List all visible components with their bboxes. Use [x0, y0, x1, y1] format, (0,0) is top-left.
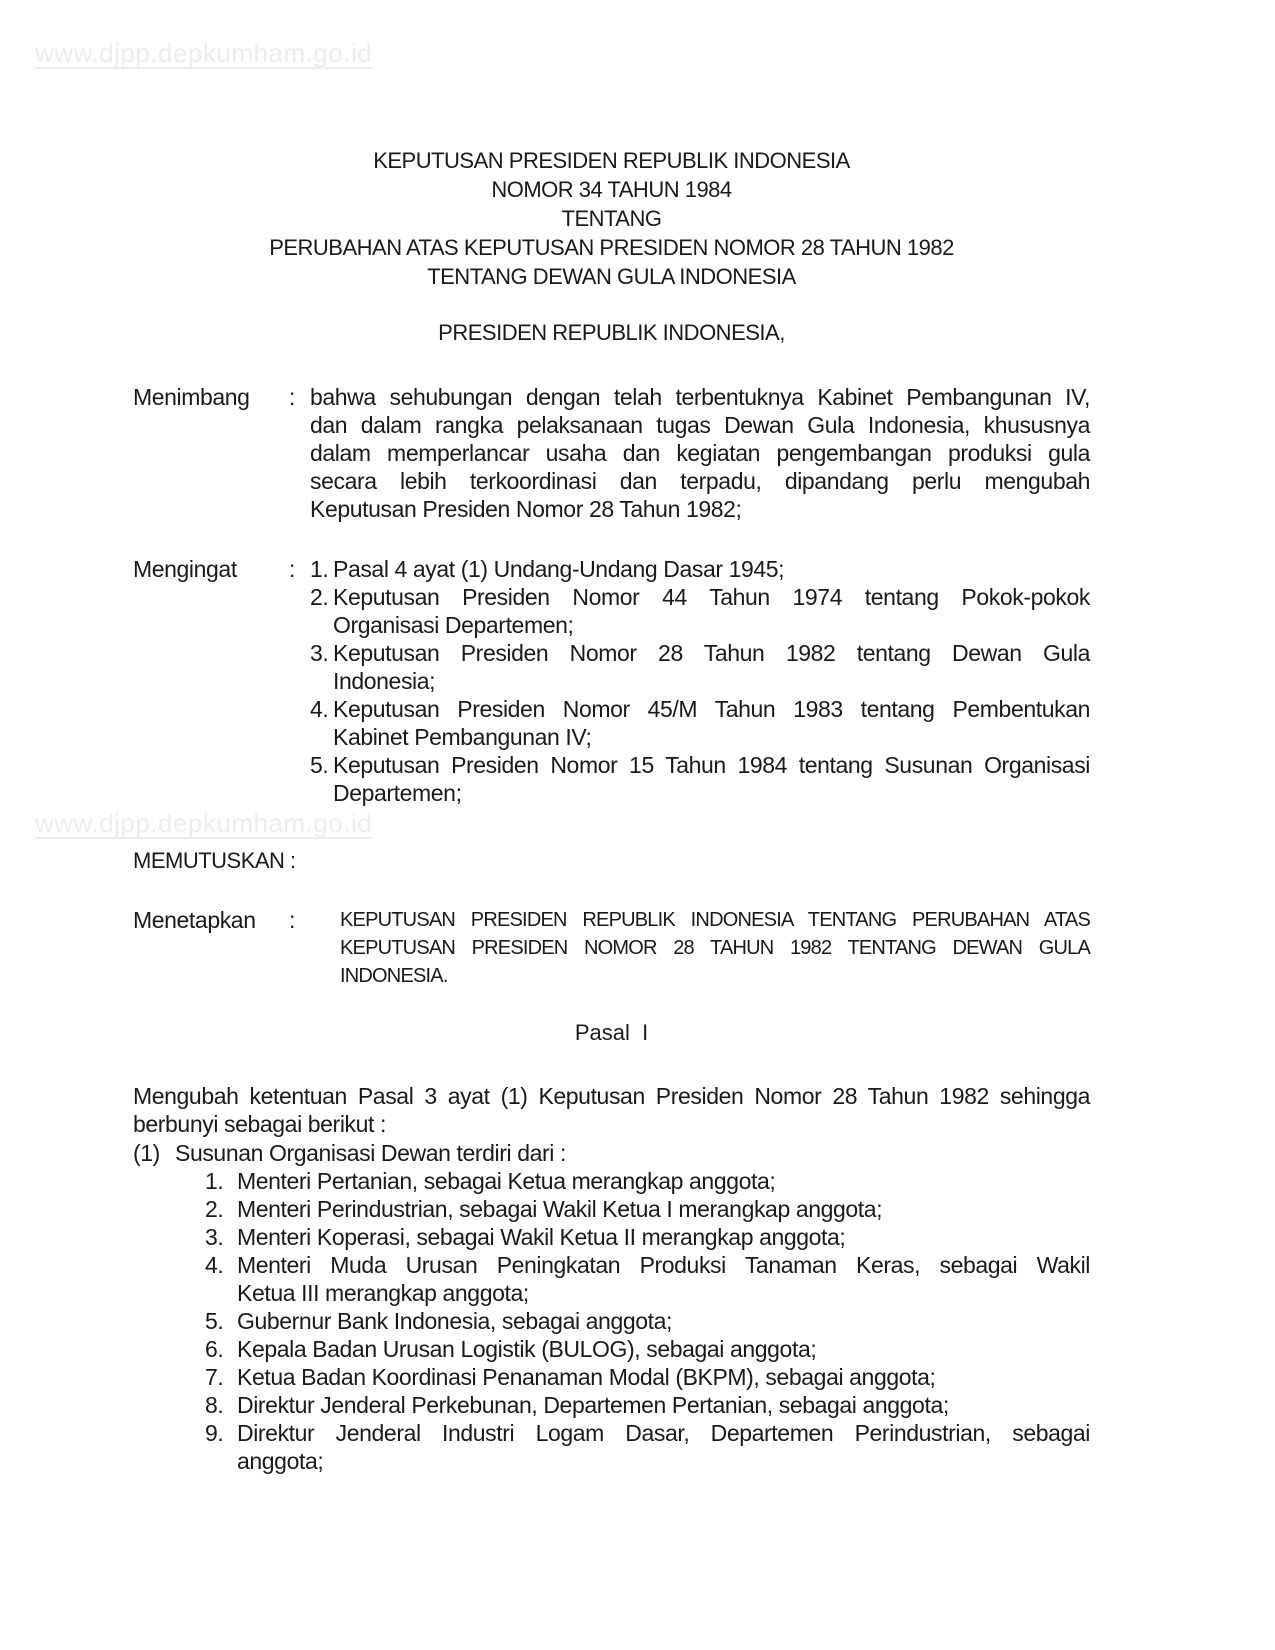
- item-number: 1.: [205, 1168, 224, 1194]
- text-line: Departemen;: [333, 780, 462, 806]
- mengingat-colon: :: [289, 556, 295, 582]
- text-line: Ketua III merangkap anggota;: [237, 1280, 529, 1306]
- item-number: 7.: [205, 1364, 224, 1390]
- item-number: 4.: [310, 696, 329, 722]
- text-line: Menteri Koperasi, sebagai Wakil Ketua II merangkap anggota;: [237, 1224, 846, 1250]
- menetapkan-text: [310, 906, 1090, 990]
- item-text: [333, 695, 1090, 751]
- item-number: 3.: [310, 640, 329, 666]
- list-item: [205, 1195, 1090, 1223]
- watermark-top: www.djpp.depkumham.go.id: [35, 38, 373, 68]
- text-line: Keputusan Presiden Nomor 28 Tahun 1982 tentang Dewan Gula: [333, 640, 1090, 666]
- item-text: [333, 555, 1090, 583]
- text-line: Direktur Jenderal Perkebunan, Departemen Pertanian, sebagai anggota;: [237, 1392, 949, 1418]
- list-item: [205, 1335, 1090, 1363]
- item-text: [237, 1251, 1090, 1307]
- text-line: TENTANG: [561, 206, 662, 231]
- text-line: Organisasi Departemen;: [333, 612, 574, 638]
- item-number: 3.: [205, 1224, 224, 1250]
- mengingat-section: [133, 555, 1090, 807]
- watermark-middle: www.djpp.depkumham.go.id: [35, 808, 373, 838]
- item-number: 9.: [205, 1420, 224, 1446]
- item-text: [237, 1307, 1090, 1335]
- text-line: berbunyi sebagai berikut :: [133, 1111, 386, 1137]
- text-line: Pasal 4 ayat (1) Undang-Undang Dasar 1945;: [333, 556, 785, 582]
- ayat-text: Susunan Organisasi Dewan terdiri dari :: [175, 1140, 566, 1166]
- menimbang-colon: :: [289, 384, 295, 410]
- list-item: [205, 1167, 1090, 1195]
- text-line: Kepala Badan Urusan Logistik (BULOG), sebagai anggota;: [237, 1336, 817, 1362]
- item-text: [237, 1419, 1090, 1475]
- text-line: Ketua Badan Koordinasi Penanaman Modal (BKPM), sebagai anggota;: [237, 1364, 936, 1390]
- text-line: Keputusan Presiden Nomor 28 Tahun 1982;: [310, 496, 742, 522]
- list-item: [205, 1391, 1090, 1419]
- item-text: [237, 1195, 1090, 1223]
- mengingat-list: [310, 555, 1090, 807]
- list-item: [310, 639, 1090, 695]
- item-text: [237, 1167, 1090, 1195]
- mengingat-label: Mengingat: [133, 556, 237, 582]
- menimbang-text: [310, 383, 1090, 523]
- text-line: TENTANG DEWAN GULA INDONESIA: [427, 264, 796, 289]
- item-number: 8.: [205, 1392, 224, 1418]
- item-number: 6.: [205, 1336, 224, 1362]
- text-line: Direktur Jenderal Industri Logam Dasar, Departemen Perindustrian, sebagai: [237, 1420, 1090, 1446]
- list-item: [310, 751, 1090, 807]
- item-text: [237, 1223, 1090, 1251]
- item-number: 5.: [310, 752, 329, 778]
- list-item: [310, 583, 1090, 639]
- memutuskan-heading: MEMUTUSKAN :: [133, 848, 296, 873]
- text-line: Mengubah ketentuan Pasal 3 ayat (1) Keputusan Presiden Nomor 28 Tahun 1982 sehingga: [133, 1083, 1090, 1109]
- menetapkan-label: Menetapkan: [133, 907, 256, 933]
- ayat-number: (1): [133, 1140, 160, 1166]
- item-number: 2.: [310, 584, 329, 610]
- pasal-1-heading: Pasal I: [574, 1020, 649, 1045]
- text-line: Menteri Muda Urusan Peningkatan Produksi Tanaman Keras, sebagai Wakil: [237, 1252, 1090, 1278]
- text-line: Keputusan Presiden Nomor 45/M Tahun 1983 tentang Pembentukan: [333, 696, 1090, 722]
- text-line: bahwa sehubungan dengan telah terbentuknya Kabinet Pembangunan IV,: [310, 384, 1090, 410]
- list-item: [205, 1223, 1090, 1251]
- menimbang-label: Menimbang: [133, 384, 250, 410]
- item-number: 2.: [205, 1196, 224, 1222]
- list-item: [205, 1419, 1090, 1475]
- text-line: KEPUTUSAN PRESIDEN REPUBLIK INDONESIA: [373, 148, 850, 173]
- text-line: PERUBAHAN ATAS KEPUTUSAN PRESIDEN NOMOR 28 TAHUN 1982: [269, 235, 954, 260]
- text-line: NOMOR 34 TAHUN 1984: [491, 177, 732, 202]
- item-text: [237, 1363, 1090, 1391]
- text-line: dalam memperlancar usaha dan kegiatan pengembangan produksi gula: [310, 440, 1090, 466]
- text-line: Kabinet Pembangunan IV;: [333, 724, 592, 750]
- text-line: secara lebih terkoordinasi dan terpadu, dipandang perlu mengubah: [310, 468, 1090, 494]
- menetapkan-colon: :: [289, 907, 295, 933]
- document-title: [133, 146, 1090, 291]
- text-line: Gubernur Bank Indonesia, sebagai anggota;: [237, 1308, 672, 1334]
- item-number: 4.: [205, 1252, 224, 1278]
- list-item: [205, 1307, 1090, 1335]
- menimbang-section: [133, 383, 1090, 523]
- item-text: [237, 1335, 1090, 1363]
- item-text: [333, 639, 1090, 695]
- text-line: Indonesia;: [333, 668, 436, 694]
- text-line: KEPUTUSAN PRESIDEN REPUBLIK INDONESIA TENTANG PERUBAHAN ATAS: [340, 909, 1090, 931]
- pasal-1-intro: [133, 1082, 1090, 1138]
- text-line: Keputusan Presiden Nomor 15 Tahun 1984 tentang Susunan Organisasi: [333, 752, 1090, 778]
- organisation-list: [205, 1167, 1090, 1475]
- item-text: [333, 751, 1090, 807]
- text-line: Menteri Pertanian, sebagai Ketua merangkap anggota;: [237, 1168, 776, 1194]
- list-item: [310, 695, 1090, 751]
- text-line: INDONESIA.: [340, 965, 448, 987]
- list-item: [310, 555, 1090, 583]
- list-item: [205, 1363, 1090, 1391]
- text-line: KEPUTUSAN PRESIDEN NOMOR 28 TAHUN 1982 TENTANG DEWAN GULA: [340, 937, 1090, 959]
- text-line: Keputusan Presiden Nomor 44 Tahun 1974 tentang Pokok-pokok: [333, 584, 1090, 610]
- item-number: 1.: [310, 556, 329, 582]
- text-line: dan dalam rangka pelaksanaan tugas Dewan Gula Indonesia, khususnya: [310, 412, 1090, 438]
- ayat-1: [133, 1139, 1090, 1167]
- item-text: [333, 583, 1090, 639]
- item-number: 5.: [205, 1308, 224, 1334]
- text-line: Menteri Perindustrian, sebagai Wakil Ketua I merangkap anggota;: [237, 1196, 883, 1222]
- list-item: [205, 1251, 1090, 1307]
- menetapkan-section: [133, 906, 1090, 990]
- salutation: PRESIDEN REPUBLIK INDONESIA,: [438, 320, 785, 345]
- text-line: anggota;: [237, 1448, 324, 1474]
- item-text: [237, 1391, 1090, 1419]
